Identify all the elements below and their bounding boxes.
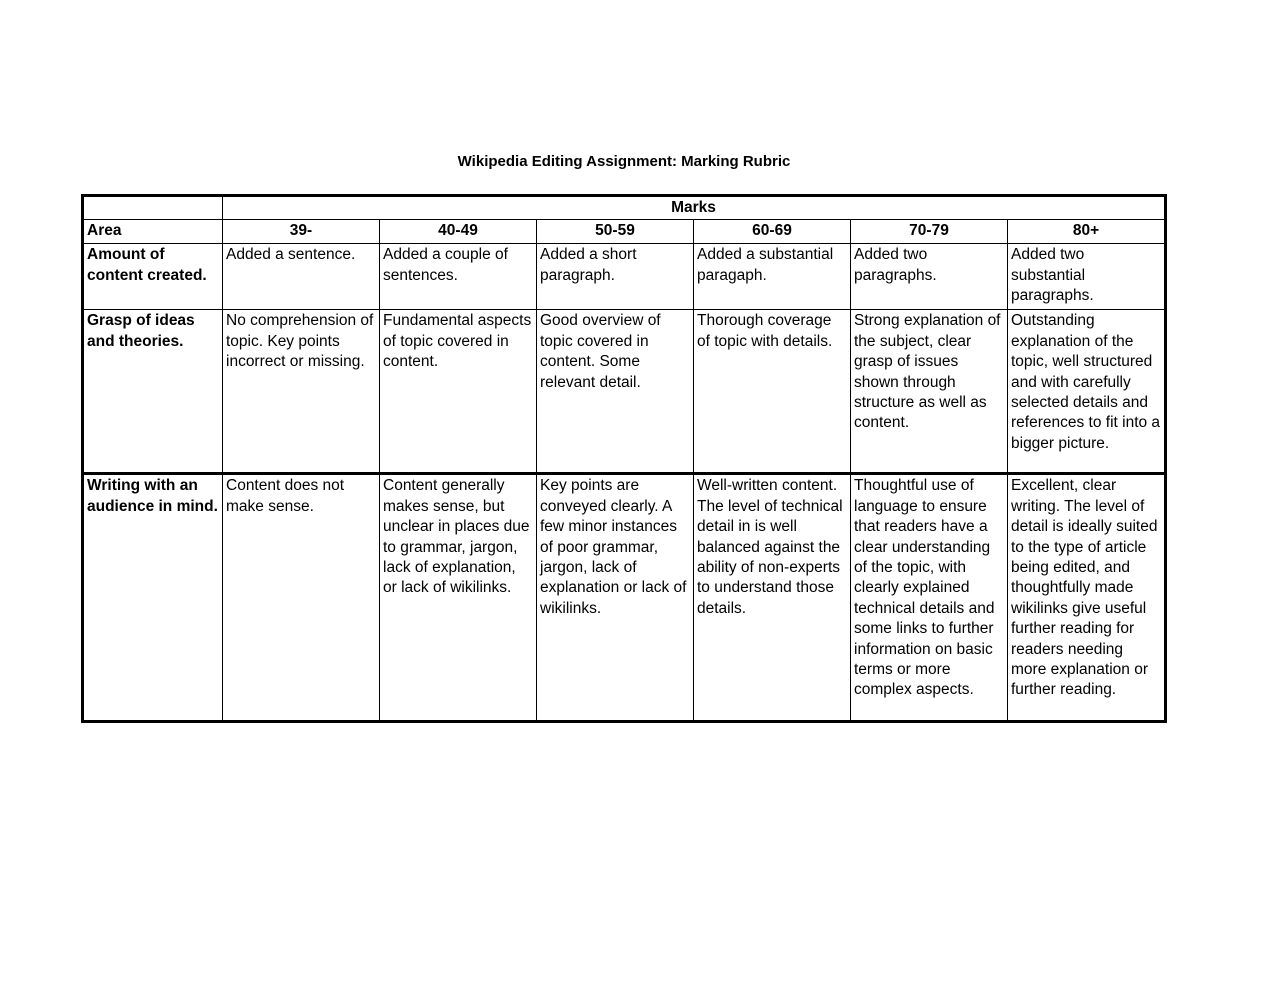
range-header: 70-79 <box>851 220 1008 244</box>
rubric-table <box>81 194 1167 723</box>
range-header: 40-49 <box>380 220 537 244</box>
range-header-row <box>83 220 1166 244</box>
header-blank-cell <box>83 196 223 220</box>
criteria-cell: No comprehension of topic. Key points incorrect or missing. <box>223 310 380 474</box>
criteria-cell: Outstanding explanation of the topic, well structured and with carefully selected details and references to fit into a bigger picture. <box>1008 310 1166 474</box>
marks-header-row <box>83 196 1166 220</box>
criteria-cell: Strong explanation of the subject, clear grasp of issues shown through structure as well as content. <box>851 310 1008 474</box>
criteria-cell: Excellent, clear writing. The level of detail is ideally suited to the type of article being edited, and thoughtfully made wikilinks give useful further reading for readers needing more explanation or further reading. <box>1008 474 1166 722</box>
table-row <box>83 474 1166 722</box>
table-row <box>83 310 1166 474</box>
criteria-cell: Thorough coverage of topic with details. <box>694 310 851 474</box>
page-title: Wikipedia Editing Assignment: Marking Rubric <box>457 153 791 170</box>
criteria-cell: Well-written content. The level of technical detail in is well balanced against the ability of non-experts to understand those details. <box>694 474 851 722</box>
range-header: 80+ <box>1008 220 1166 244</box>
range-header: 39- <box>223 220 380 244</box>
criteria-cell: Added a short paragraph. <box>537 244 694 310</box>
criteria-cell: Thoughtful use of language to ensure that readers have a clear understanding of the topic, with clearly explained technical details and some links to further information on basic terms or more complex aspects. <box>851 474 1008 722</box>
range-header: 50-59 <box>537 220 694 244</box>
criteria-cell: Key points are conveyed clearly. A few minor instances of poor grammar, jargon, lack of explanation or lack of wikilinks. <box>537 474 694 722</box>
criteria-cell: Added a couple of sentences. <box>380 244 537 310</box>
area-label: Grasp of ideas and theories. <box>83 310 223 474</box>
area-header: Area <box>83 220 223 244</box>
marks-header: Marks <box>223 196 1166 220</box>
criteria-cell: Added two paragraphs. <box>851 244 1008 310</box>
criteria-cell: Content does not make sense. <box>223 474 380 722</box>
criteria-cell: Good overview of topic covered in content. Some relevant detail. <box>537 310 694 474</box>
area-label: Amount of content created. <box>83 244 223 310</box>
criteria-cell: Added a sentence. <box>223 244 380 310</box>
criteria-cell: Added a substantial paragaph. <box>694 244 851 310</box>
criteria-cell: Content generally makes sense, but unclear in places due to grammar, jargon, lack of explanation, or lack of wikilinks. <box>380 474 537 722</box>
table-row <box>83 244 1166 310</box>
criteria-cell: Added two substantial paragraphs. <box>1008 244 1166 310</box>
area-label: Writing with an audience in mind. <box>83 474 223 722</box>
range-header: 60-69 <box>694 220 851 244</box>
criteria-cell: Fundamental aspects of topic covered in content. <box>380 310 537 474</box>
